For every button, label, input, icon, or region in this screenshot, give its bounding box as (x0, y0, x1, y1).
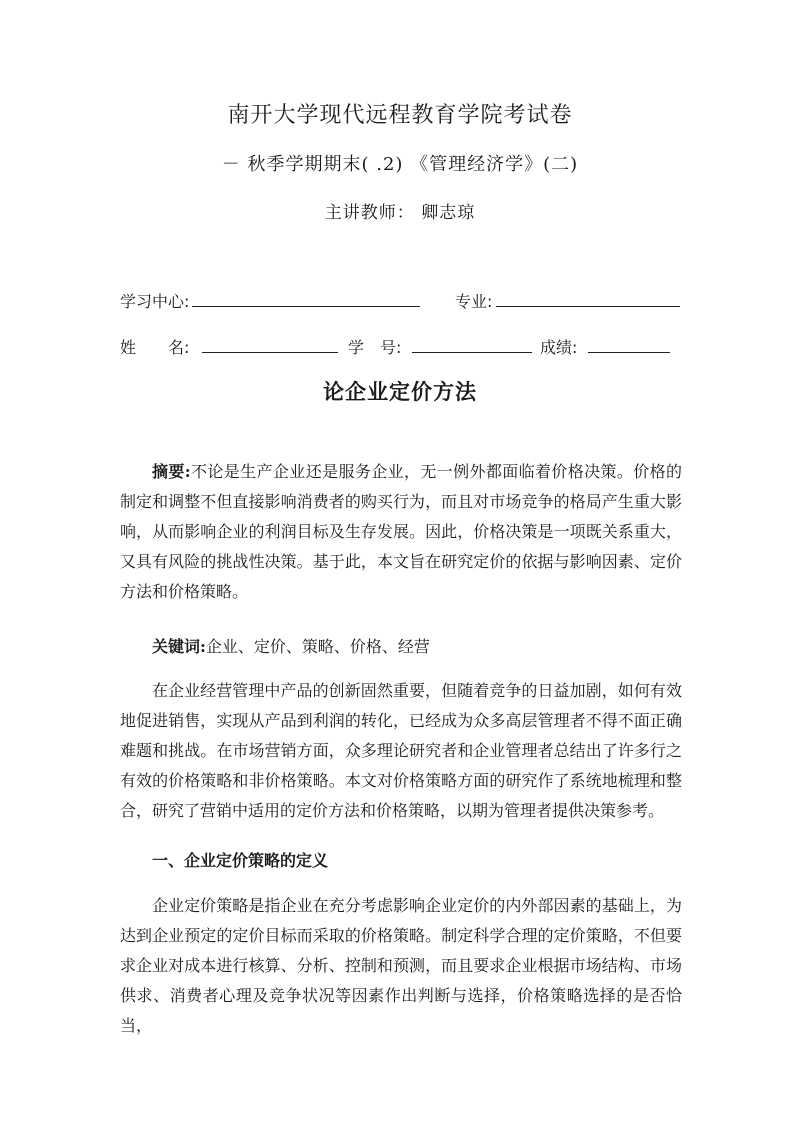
name-blank (202, 352, 338, 353)
form-row-name-id-score (120, 335, 680, 359)
form-row-center-major (120, 289, 680, 313)
score-label: 成绩: (540, 338, 578, 357)
abstract-label: 摘要: (152, 462, 191, 481)
major-label: 专业: (455, 292, 493, 311)
intro-paragraph: 在企业经营管理中产品的创新固然重要，但随着竞争的日益加剧，如何有效地促进销售，实现从产品到利润的转化，已经成为众多高层管理者不得不面正确难题和挑战。在市场营销方面，众多理论研究者和企业管理者总结出了许多行之有效的价格策略和非价格策略。本文对价格策略方面的研究作了系统地梳理和整合，研究了营销中适用的定价方法和价格策略，以期为管理者提供决策参考。 (120, 681, 682, 820)
school-title: 南开大学现代远程教育学院考试卷 (227, 103, 573, 128)
study-center-label: 学习中心: (120, 292, 190, 311)
keywords-text: 企业、定价、策略、价格、经营 (205, 637, 430, 656)
major-blank (496, 306, 680, 307)
score-blank (588, 352, 670, 353)
article-title: 论企业定价方法 (323, 379, 477, 404)
teacher-line: 主讲教师： 卿志琼 (324, 203, 476, 223)
study-center-blank (192, 306, 420, 307)
abstract-text: 不论是生产企业还是服务企业，无一例外都面临着价格决策。价格的制定和调整不但直接影响消费者的购买行为，而且对市场竞争的格局产生重大影响，从而影响企业的利润目标及生存发展。因此，价格决策是一项既关系重大，又具有风险的挑战性决策。基于此，本文旨在研究定价的依据与影响因素、定价方法和价格策略。 (120, 462, 682, 601)
section1-heading: 一、企业定价策略的定义 (152, 851, 329, 870)
name-label: 姓 名: (120, 338, 190, 357)
keywords-paragraph (120, 632, 682, 662)
student-id-label: 学 号: (348, 338, 402, 357)
section1-paragraph: 企业定价策略是指企业在充分考虑影响企业定价的内外部因素的基础上，为达到企业预定的定价目标而采取的价格策略。制定科学合理的定价策略，不但要求企业对成本进行核算、分析、控制和预测，而且要求企业根据市场结构、市场供求、消费者心理及竞争状况等因素作出判断与选择，价格策略选择的是否恰当， (120, 896, 682, 1035)
abstract-paragraph (120, 457, 682, 607)
exam-subtitle: － 秋季学期期末( .2) 《管理经济学》(二) (221, 154, 579, 175)
student-id-blank (412, 352, 532, 353)
keywords-label: 关键词: (152, 637, 206, 656)
